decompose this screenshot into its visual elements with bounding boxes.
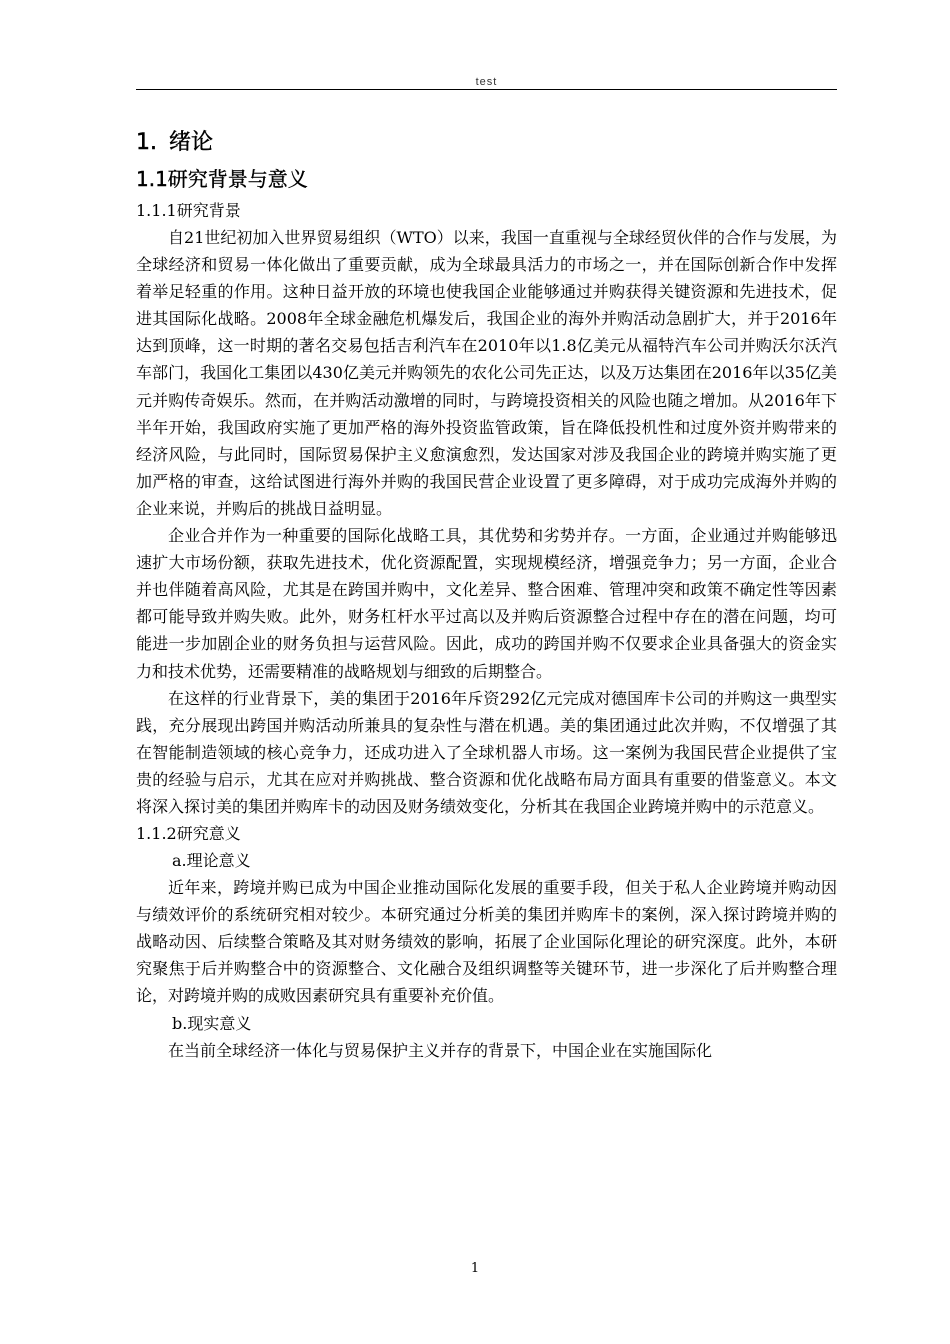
paragraph-background-1: 自21世纪初加入世界贸易组织（WTO）以来，我国一直重视与全球经贸伙伴的合作与发展，为全球经济和贸易一体化做出了重要贡献，成为全球最具活力的市场之一，并在国际创新合作中发挥着举足轻重的作用。这种日益开放的环境也使我国企业能够通过并购获得关键资源和先进技术，促进其国际化战略。2008年全球金融危机爆发后，我国企业的海外并购活动急剧扩大，并于2016年达到顶峰，这一时期的著名交易包括吉利汽车在2010年以1.8亿美元从福特汽车公司并购沃尔沃汽车部门，我国化工集团以430亿美元并购领先的农化公司先正达，以及万达集团在2016年以35亿美元并购传奇娱乐。然而，在并购活动激增的同时，与跨境投资相关的风险也随之增加。从2016年下半年开始，我国政府实施了更加严格的海外投资监管政策，旨在降低投机性和过度外资并购带来的经济风险，与此同时，国际贸易保护主义愈演愈烈，发达国家对涉及我国企业的跨境并购实施了更加严格的审查，这给试图进行海外并购的我国民营企业设置了更多障碍，对于成功完成海外并购的企业来说，并购后的挑战日益明显。 [136,228,837,518]
subsection-heading-significance: 1.1.2研究意义 [136,824,241,844]
chapter-title: 绪论 [169,130,214,155]
practical-significance-label: b.现实意义 [172,1013,252,1033]
page-number: 1 [470,1261,480,1276]
paragraph-background-2: 企业合并作为一种重要的国际化战略工具，其优势和劣势并存。一方面，企业通过并购能够迅速扩大市场份额，获取先进技术，优化资源配置，实现规模经济，增强竞争力；另一方面，企业合并也伴随着高风险，尤其是在跨国并购中，文化差异、整合困难、管理冲突和政策不确定性等因素都可能导致并购失败。此外，财务杠杆水平过高以及并购后资源整合过程中存在的潜在问题，均可能进一步加剧企业的财务负担与运营风险。因此，成功的跨国并购不仅要求企业具备强大的资金实力和技术优势，还需要精准的战略规划与细致的后期整合。 [136,526,837,681]
chapter-number: 1. [136,130,157,155]
paragraph-theory: 近年来，跨境并购已成为中国企业推动国际化发展的重要手段，但关于私人企业跨境并购动因与绩效评价的系统研究相对较少。本研究通过分析美的集团并购库卡的案例，深入探讨跨境并购的战略动因、后续整合策略及其对财务绩效的影响，拓展了企业国际化理论的研究深度。此外，本研究聚焦于后并购整合中的资源整合、文化融合及组织调整等关键环节，进一步深化了后并购整合理论，对跨境并购的成败因素研究具有重要补充价值。 [136,878,837,1006]
page-content [136,126,837,1064]
paragraph-practice: 在当前全球经济一体化与贸易保护主义并存的背景下，中国企业在实施国际化 [168,1040,713,1060]
chapter-heading [136,126,837,160]
paragraph-background-3: 在这样的行业背景下，美的集团于2016年斥资292亿元完成对德国库卡公司的并购这一典型实践，充分展现出跨国并购活动所兼具的复杂性与潜在机遇。美的集团通过此次并购，不仅增强了其在智能制造领域的核心竞争力，还成功进入了全球机器人市场。这一案例为我国民营企业提供了宝贵的经验与启示，尤其在应对并购挑战、整合资源和优化战略布局方面具有重要的借鉴意义。本文将深入探讨美的集团并购库卡的动因及财务绩效变化，分析其在我国企业跨境并购中的示范意义。 [136,688,837,816]
header-rule [136,89,837,90]
theory-significance-label: a.理论意义 [172,851,251,871]
subsection-heading-background: 1.1.1研究背景 [136,201,241,220]
section-heading: 1.1研究背景与意义 [136,167,308,191]
running-header: test [475,76,498,88]
